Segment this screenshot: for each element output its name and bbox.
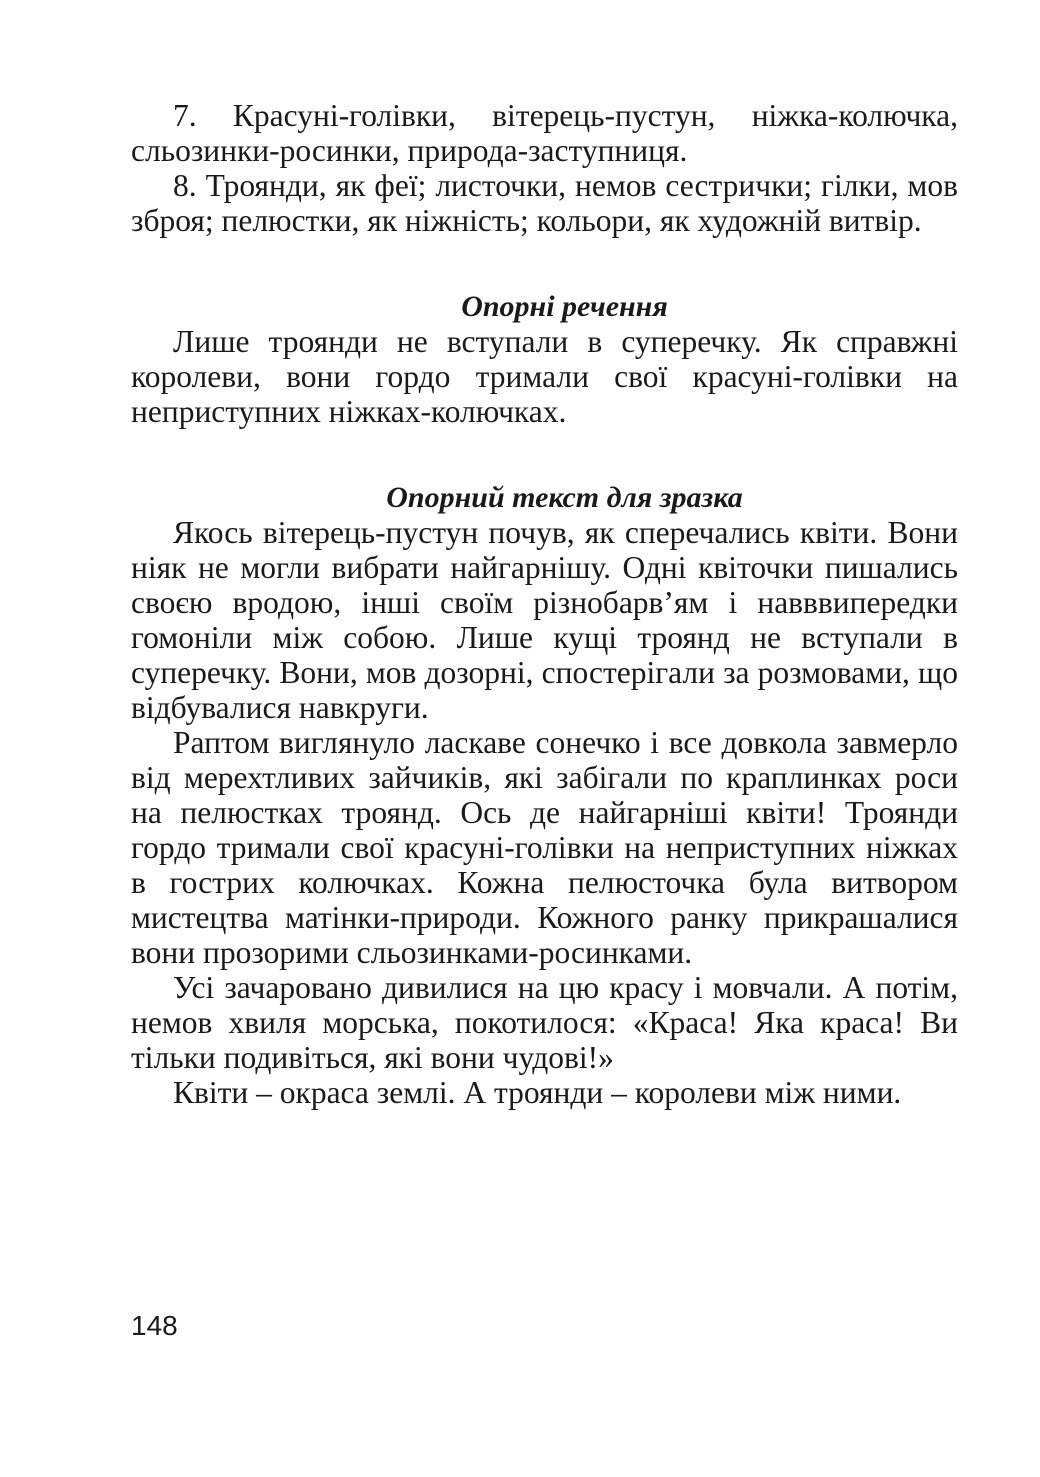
list-item-8: 8. Троянди, як феї; листочки, немов сестрички; гілки, мов зброя; пелюстки, як ніжність; кольори, як художній витвір. [131,168,958,238]
section-heading-support-sentences: Опорні речення [461,290,668,323]
sample-text-paragraph-3: Усі зачаровано дивилися на цю красу і мовчали. А потім, немов хвиля морська, покотилося: «Краса! Яка краса! Ви тільки подивіться, які вони чудові!» [131,970,958,1075]
sample-text-paragraph-2: Раптом виглянуло ласкаве сонечко і все довкола завмерло від мерехтливих зайчиків, які забігали по краплинках роси на пелюстках троянд. Ось де найгарніші квіти! Троянди гордо тримали свої красуні-голівки на неприступних ніжках в гострих колючках. Кожна пелюсточка була витвором мистецтва матінки-природи. Кожного ранку прикрашалися вони прозорими сльозинками-росинками. [131,725,958,970]
sample-text-paragraph-1: Якось вітерець-пустун почув, як сперечались квіти. Вони ніяк не могли вибрати найгарнішу. Одні квіточки пишались своєю вродою, інші своїм різнобарв’ям і навввипередки гомоніли між собою. Лише кущі троянд не вступали в суперечку. Вони, мов дозорні, спостерігали за розмовами, що відбувалися навкруги. [131,515,958,725]
support-sentences-paragraph: Лише троянди не вступали в суперечку. Як справжні королеви, вони гордо тримали свої красуні-голівки на неприступних ніжках-колючках. [131,324,958,429]
sample-text-paragraph-4: Квіти – окраса землі. А троянди – королеви між ними. [173,1075,902,1110]
page-number: 148 [131,1310,178,1341]
list-item-7: 7. Красуні-голівки, вітерець-пустун, ніжка-колючка, сльозинки-росинки, природа-заступниця. [131,98,958,168]
section-heading-sample-text: Опорний текст для зразка [386,481,743,514]
page-content [131,98,958,1110]
